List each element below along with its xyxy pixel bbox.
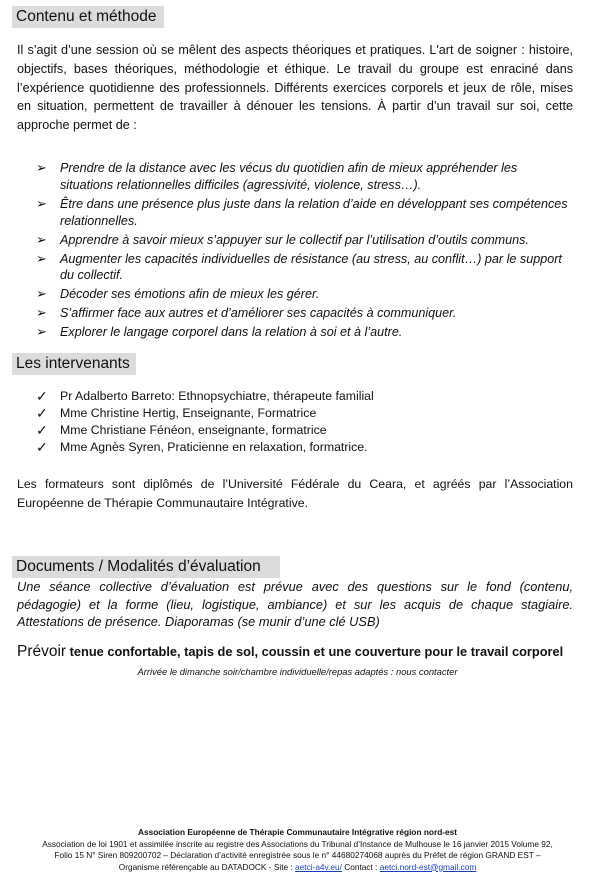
list-item: ✓ Pr Adalberto Barreto: Ethnopsychiatre, thérapeute familial [36,388,374,404]
intro-paragraph: Il s’agit d’une session où se mêlent des aspects théoriques et pratiques. L'art de soigner : histoire, objectifs, bases théoriques, méthodologie et éthique. Le travail du groupe est enraciné dans l’expérience quotidienne des professionnels. Différents exercices corporels et jeux de rôle, mises en situation, permettent de travailler à dénouer les tensions. À partir d’un travail sur soi, cette approche permet de : [17,43,573,133]
prevoir-label: Prévoir [17,643,67,660]
contact-email-link[interactable]: aetci.nord-est@gmail.com [379,861,477,872]
site-link[interactable]: aetci-a4v.eu/ [295,861,342,872]
footer-line-2: Folio 15 N° Siren 809200702 – Déclaration d’activité enregistrée sous le n° 44680274068 auprès du Préfet de région GRAND EST – [54,850,541,860]
list-item: ➢ Apprendre à savoir mieux s’appuyer sur le collectif par l’utilisation d’outils communs. [36,231,529,247]
list-item: ✓ Mme Christiane Fénéon, enseignante, formatrice [36,422,327,438]
arrow-bullet-icon: ➢ [36,305,47,321]
checkmark-icon: ✓ [36,388,48,404]
checkmark-icon: ✓ [36,439,48,455]
section-heading-contenu: Contenu et méthode [12,6,164,28]
trainers-note: Les formateurs sont diplômés de l’Université Fédérale du Ceara, et agréés par l’Association Européenne de Thérapie Communautaire Intégrative. [17,477,573,510]
footer-title: Association Européenne de Thérapie Communautaire Intégrative région nord-est [137,827,458,837]
arrow-bullet-icon: ➢ [36,286,47,302]
arrow-bullet-icon: ➢ [36,195,47,211]
list-item: ✓ Mme Christine Hertig, Enseignante, Formatrice [36,405,317,421]
speakers-list [36,388,374,456]
list-item: ➢ S’affirmer face aux autres et d’améliorer ses capacités à communiquer. [36,305,457,321]
section-heading-documents: Documents / Modalités d’évaluation [12,556,280,578]
footer [0,827,595,873]
list-item: ➢ Augmenter les capacités individuelles de résistance (au stress, au conflit…) par le support du collectif. [36,250,562,283]
prevoir-line [17,643,587,661]
list-item: ➢ Explorer le langage corporel dans la relation à soi et à l’autre. [36,324,403,340]
arrow-bullet-icon: ➢ [36,324,47,340]
checkmark-icon: ✓ [36,405,48,421]
evaluation-paragraph: Une séance collective d’évaluation est prévue avec des questions sur le fond (contenu, pédagogie) et la forme (lieu, logistique, ambiance) et sur les acquis de chaque stagiaire. Attestations de présence. Diaporamas (se munir d’une clé USB) [17,579,573,629]
list-item: ✓ Mme Agnès Syren, Praticienne en relaxation, formatrice. [36,439,368,455]
prevoir-text: tenue confortable, tapis de sol, coussin et une couverture pour le travail corporel [66,644,564,659]
list-item: ➢ Décoder ses émotions afin de mieux les gérer. [36,286,320,302]
footer-line-1: Association de loi 1901 et assimilée inscrite au registre des Associations du Tribunal d’Instance de Mulhouse le 16 janvier 2015 Volume 92, [42,838,553,849]
footer-line-3: Organisme référençable au DATADOCK - Site : aetci-a4v.eu/ Contact : aetci.nord-est@gmail.com [118,861,477,872]
arrow-bullet-icon: ➢ [36,231,47,247]
list-item: ➢ Être dans une présence plus juste dans la relation d’aide en développant ses compétences relationnelles. [36,195,568,228]
arrow-bullet-icon: ➢ [36,250,47,266]
objectives-list [36,160,571,343]
arrivee-note: Arrivée le dimanche soir/chambre individuelle/repas adaptés : nous contacter [137,666,458,677]
section-heading-intervenants: Les intervenants [12,353,136,375]
list-item: ➢ Prendre de la distance avec les vécus du quotidien afin de mieux appréhender les situations relationnelles difficiles (agressivité, violence, stress…). [36,160,518,192]
arrow-bullet-icon: ➢ [36,160,47,175]
checkmark-icon: ✓ [36,422,48,438]
